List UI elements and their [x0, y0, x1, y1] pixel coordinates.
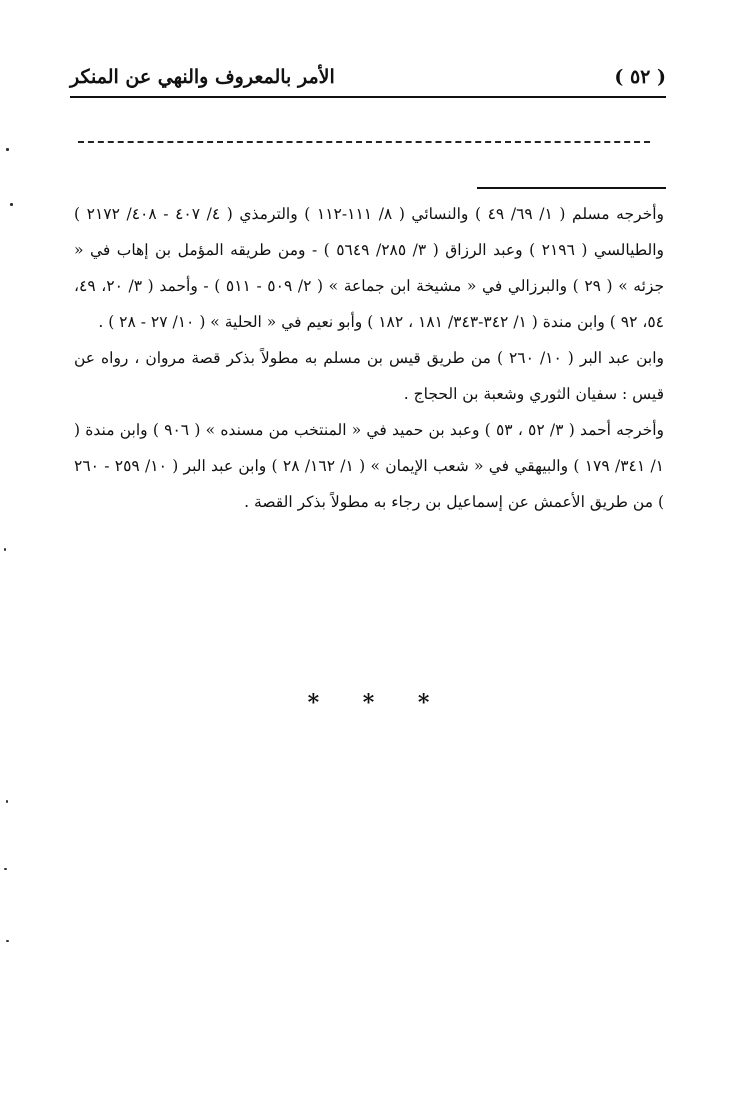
dashed-separator — [78, 141, 650, 143]
footnote-rule — [477, 187, 666, 189]
footnote-paragraph: وأخرجه أحمد ( ٣/ ٥٢ ، ٥٣ ) وعبد بن حميد في « المنتخب من مسنده » ( ٩٠٦ ) وابن مندة ( ١/ ٣٤١/ ١٧٩ ) والبيهقي في « شعب الإيمان » ( ١/ ١٦٢/ ٢٨ ) وابن عبد البر ( ١٠/ ٢٥٩ - ٢٦٠ ) من طريق الأعمش عن إسماعيل بن رجاء به مطولاً بذكر القصة . — [74, 421, 665, 511]
header-title: الأمر بالمعروف والنهي عن المنكر — [70, 66, 335, 88]
footnote-text — [74, 196, 664, 520]
scan-speck — [10, 203, 13, 206]
running-header — [70, 62, 666, 98]
scan-speck — [4, 868, 7, 870]
scan-speck — [4, 548, 6, 551]
section-separator: * * * — [307, 690, 448, 716]
footnote-paragraph: وابن عبد البر ( ١٠/ ٢٦٠ ) من طريق قيس بن مسلم به مطولاً بذكر قصة مروان ، رواه عن قيس : سفيان الثوري وشعبة بن الحجاج . — [74, 349, 664, 403]
footnote-paragraph: وأخرجه مسلم ( ١/ ٦٩/ ٤٩ ) والنسائي ( ٨/ ١١١-١١٢ ) والترمذي ( ٤/ ٤٠٧ - ٤٠٨/ ٢١٧٢ ) والطيالسي ( ٢١٩٦ ) وعبد الرزاق ( ٣/ ٢٨٥/ ٥٦٤٩ ) - ومن طريقه المؤمل بن إهاب في « جزئه » ( ٢٩ ) والبرزالي في « مشيخة ابن جماعة » ( ٢/ ٥٠٩ - ٥١١ ) - وأحمد ( ٣/ ٢٠، ٤٩، ٥٤، ٩٢ ) وابن مندة ( ١/ ٣٤٢-٣٤٣/ ١٨١ ، ١٨٢ ) وأبو نعيم في « الحلية » ( ١٠/ ٢٧ - ٢٨ ) . — [74, 205, 665, 331]
scan-speck — [6, 940, 9, 942]
scan-speck — [6, 800, 8, 803]
page-number: ( ٥٢ ) — [614, 66, 666, 88]
scan-speck — [6, 148, 9, 151]
